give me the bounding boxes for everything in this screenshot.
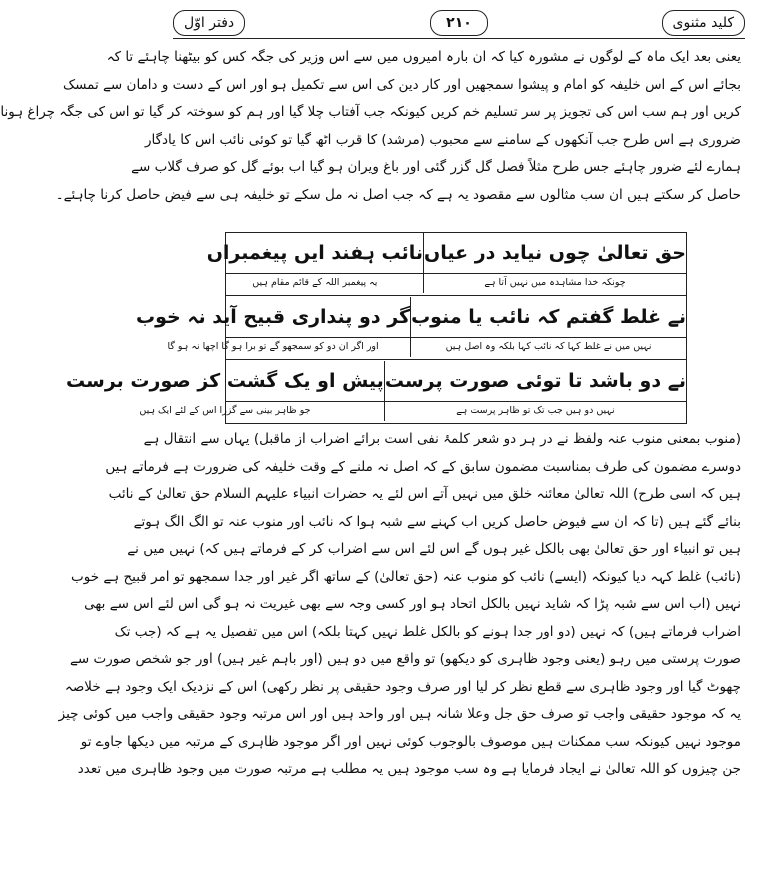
volume-label: دفتر اوّل — [173, 10, 245, 36]
text-line: جن چیزوں کو اللہ تعالیٰ نے ایجاد فرمایا ہے وہ سب موجود ہیں یہ مطلب ہے مرتبہ صورت میں وجود ظاہری میں تعدد — [77, 761, 741, 777]
page-header — [173, 6, 745, 40]
verse-row — [206, 233, 686, 293]
verse-text: نائب ہفند ایں پیغمبراں — [206, 242, 424, 264]
text-line: ہیں تو انبیاء اور حق تعالیٰ بھی بالکل غیر ہوں گے اس لئے اس سے اضراب کر کے فرماتے ہیں کہ) نہیں میں نے — [127, 541, 741, 557]
verse-cell — [207, 233, 423, 293]
text-line: کریں اور ہم سب اس کی تجویز پر سر تسلیم خم کریں کیونکہ جب آفتاب چلا گیا اور ہم کو سوختہ کر گیا تو اس کی جگہ چراغ ہونا — [0, 104, 741, 120]
text-line: حاصل کر سکتے ہیں ان سب مثالوں سے مقصود یہ ہے کہ جب اصل نہ مل سکے تو خلیفہ ہی سے فیض حاصل کرنا چاہئے۔ — [55, 186, 741, 203]
header-rule — [173, 38, 745, 39]
verse-cell — [136, 297, 410, 357]
verse-table — [66, 232, 687, 424]
verse-gloss: یہ پیغمبر اللہ کے قائم مقام ہیں — [252, 277, 378, 288]
verse-cell — [384, 361, 686, 421]
text-line: بنائے گئے ہیں (تا کہ ان سے فیوض حاصل کریں اب کہنے سے شبہ ہوا کہ نائب اور منوب عنہ تو الگ الگ ہوتے — [133, 513, 741, 530]
text-line: بجائے اس کے اس خلیفہ کو امام و پیشوا سمجھیں اور کار دین کی اس سے تکمیل ہو اور اس کے دست و دامان سے تمسک — [63, 76, 741, 93]
text-line: ہمارے لئے ضرور چاہئے جس طرح مثلاً فصل گل گزر گئی اور باغ ویران ہو گیا اب بوئے گل کو صرف گلاب سے — [131, 159, 741, 175]
verse-gloss: اور اگر ان دو کو سمجھو گے تو برا ہو گا اچھا نہ ہو گا — [167, 341, 379, 352]
text-line: (نائب) غلط کہہ دیا کیونکہ (ایسے) نائب کو منوب عنہ (حق تعالیٰ) کے ساتھ اگر غیر اور جدا سمجھو تو امر قبیح ہے خوب — [71, 568, 741, 585]
gloss-divider — [226, 401, 686, 402]
row-divider — [226, 295, 686, 296]
verse-gloss: چونکہ خدا مشاہدہ میں نہیں آتا ہے — [484, 277, 626, 288]
text-line: دوسرے مضمون کی طرف بمناسبت مضمون سابق کے کہ اصل نہ ملنے کے وقت خلیفہ کی ضرورت ہے فرماتے ہیں — [105, 458, 741, 475]
text-line: صورت پرستی میں رہو (یعنی وجود ظاہری کو دیکھو) تو واقع میں دو ہیں (اور باہم غیر ہیں) اور جو شخص صورت سے — [70, 651, 741, 667]
verse-gloss: نہیں دو ہیں جب تک تو ظاہر پرست ہے — [456, 405, 615, 416]
gloss-divider — [226, 273, 686, 274]
text-line: یعنی بعد ایک ماہ کے لوگوں نے مشورہ کیا کہ ان بارہ امیروں میں سے اس وزیر کی جگہ کس کو بیٹھنا چاہئے تا کہ — [106, 49, 741, 65]
verse-row — [66, 361, 686, 421]
text-line: ضروری ہے اس طرح جب آنکھوں کے سامنے سے محبوب (مرشد) کا قرب اٹھ گیا تو کوئی نائب اس کا یادگار — [144, 131, 741, 148]
text-line: نہیں (اب اس سے شبہ پڑا کہ شاید نہیں بالکل اتحاد ہو اور کسی وجہ سے بھی غیریت نہ ہو گی اس لئے اس سے بھی — [84, 596, 741, 612]
text-line: چھوٹ گیا اور وجود ظاہری سے قطع نظر کر لیا اور صرف وجود حقیقی پر نظر رکھی) اس کے نزدیک ایک وجود ہے خلاصہ — [64, 678, 741, 695]
intro-paragraph — [0, 44, 741, 209]
verse-cell — [410, 297, 686, 357]
verse-text: نے دو باشد تا توئی صورت پرست — [384, 370, 686, 392]
text-line: ہیں کہ اسی طرح) اللہ تعالیٰ معائنہ خلق میں نہیں آتے اس لئے یہ حضرات انبیاء علیہم السلام حق تعالیٰ کے نائب — [108, 486, 741, 502]
text-line: (منوب بمعنی منوب عنہ ولفظ نے در ہر دو شعر کلمۂ نفی است برائے اضراب از ماقبل) یہاں سے انتقال ہے — [143, 431, 741, 447]
verse-cell — [423, 233, 686, 293]
verse-cell — [66, 361, 384, 421]
text-line: یہ کہ موجود حقیقی واجب تو صرف حق جل وعلا شانہ ہیں اور واحد ہیں اور اس مرتبہ وجود حقیقی واجب میں کوئی چیز — [58, 706, 741, 722]
text-line: اضراب فرماتے ہیں) کہ نہیں (دو اور جدا ہونے کو بالکل غلط نہیں کہتا بلکہ) اس میں تفصیل یہ ہے کہ (جب تک — [114, 623, 741, 640]
verse-gloss: جو ظاہر بینی سے گزرا اس کے لئے ایک ہیں — [139, 405, 311, 416]
row-divider — [226, 359, 686, 360]
verse-text: گر دو پنداری قبیح آید نہ خوب — [136, 306, 411, 328]
gloss-divider — [226, 337, 686, 338]
page-number: ۲۱۰ — [430, 10, 488, 36]
verse-gloss: نہیں میں نے غلط کہا کہ نائب کہا بلکہ وہ اصل ہیں — [445, 341, 652, 352]
commentary-paragraph — [58, 426, 741, 784]
verse-row — [136, 297, 686, 357]
text-line: موجود نہیں کیونکہ سب ممکنات ہیں موصوف بالوجوب کوئی نہیں اور اگر موجود ظاہری کے مرتبہ میں دیکھا جاوے تو — [80, 733, 741, 750]
verse-text: پیش او یک گشت کز صورت برست — [66, 370, 384, 392]
verse-text: حق تعالیٰ چوں نیاید در عیاں — [424, 242, 686, 264]
book-title: کلید مثنوی — [662, 10, 745, 36]
verse-text: نے غلط گفتم کہ نائب یا منوب — [411, 306, 686, 328]
